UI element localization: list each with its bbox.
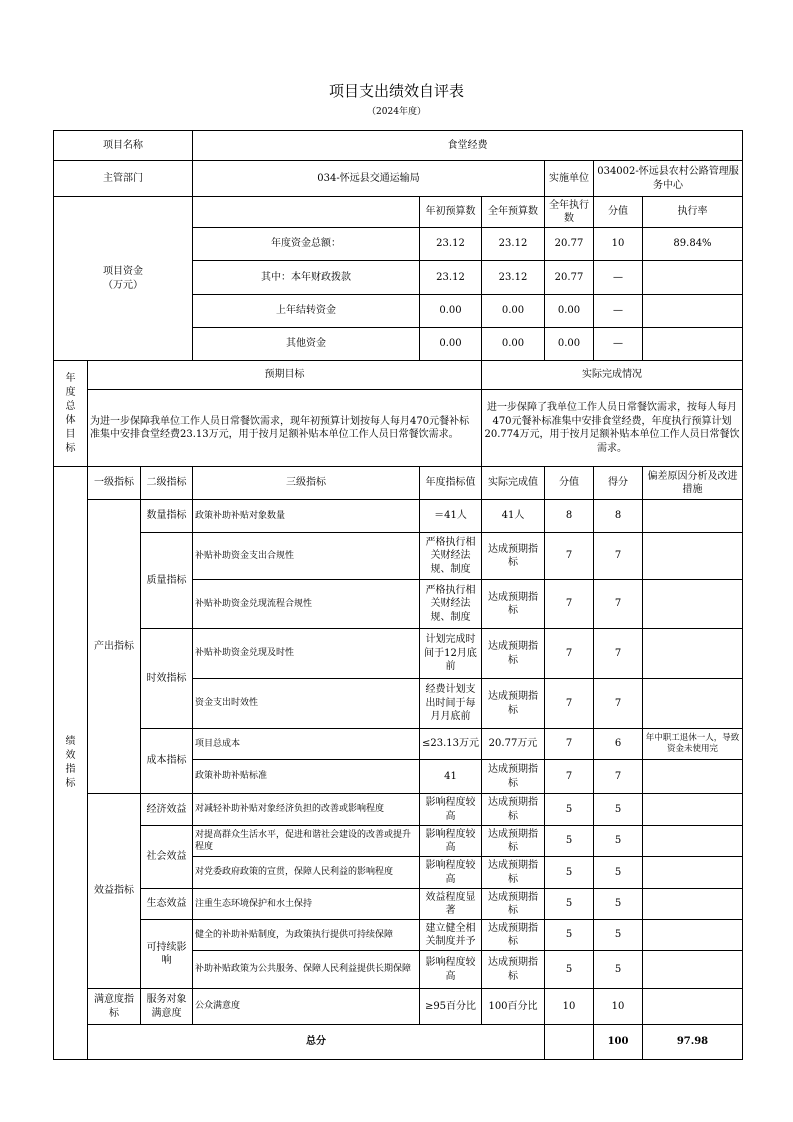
indicator-name: 政策补助补贴对象数量 bbox=[193, 500, 420, 533]
funds-row-label: 其中：本年财政拨款 bbox=[193, 261, 420, 295]
indicator-score: 7 bbox=[545, 533, 594, 580]
actual-completion-label: 实际完成情况 bbox=[482, 361, 743, 390]
indicator-name: 对减轻补助补贴对象经济负担的改善或影响程度 bbox=[193, 794, 420, 826]
funds-cell: 0.00 bbox=[482, 328, 545, 361]
indicator-actual: 达成预期指标 bbox=[482, 629, 545, 679]
indicator-actual: 达成预期指标 bbox=[482, 679, 545, 729]
indicator-got: 10 bbox=[594, 989, 643, 1025]
funds-row-label: 上年结转资金 bbox=[193, 295, 420, 328]
funds-cell: 20.77 bbox=[545, 228, 594, 261]
indicator-name: 注重生态环境保护和水土保持 bbox=[193, 889, 420, 920]
indicator-score: 10 bbox=[545, 989, 594, 1025]
indicator-actual: 达成预期指标 bbox=[482, 826, 545, 857]
indicator-got: 5 bbox=[594, 826, 643, 857]
indicator-name: 补贴补助资金支出合规性 bbox=[193, 533, 420, 580]
funds-cell: 0.00 bbox=[420, 295, 482, 328]
l2-quality: 质量指标 bbox=[141, 533, 193, 629]
funds-cell: 10 bbox=[594, 228, 643, 261]
indicator-got: 5 bbox=[594, 951, 643, 989]
indicator-actual: 41人 bbox=[482, 500, 545, 533]
indicator-name: 补贴补助资金兑现流程合规性 bbox=[193, 580, 420, 629]
indicator-actual: 达成预期指标 bbox=[482, 794, 545, 826]
funds-row-label: 其他资金 bbox=[193, 328, 420, 361]
dept-label: 主管部门 bbox=[54, 161, 193, 197]
indicator-got: 7 bbox=[594, 679, 643, 729]
indicator-note: 年中职工退休一人，导致资金未使用完 bbox=[643, 729, 743, 760]
funds-label: 项目资金 （万元） bbox=[54, 197, 193, 361]
funds-cell: 23.12 bbox=[482, 228, 545, 261]
indicator-got: 7 bbox=[594, 580, 643, 629]
indicator-actual: 达成预期指标 bbox=[482, 760, 545, 794]
project-name-value: 食堂经费 bbox=[193, 131, 743, 161]
expected-goal-text: 为进一步保障我单位工作人员日常餐饮需求，现年初预算计划按每人每月470元餐补标准集中安排食堂经费23.13万元，用于按月足额补贴本单位工作人员日常餐饮需求。 bbox=[88, 390, 482, 467]
indicator-target: 经费计划支出时间于每月月底前 bbox=[420, 679, 482, 729]
page-title: 项目支出绩效自评表 bbox=[328, 82, 464, 100]
l2-quantity: 数量指标 bbox=[141, 500, 193, 533]
impl-value: 034002-怀远县农村公路管理服务中心 bbox=[594, 161, 743, 197]
indicator-got: 5 bbox=[594, 889, 643, 920]
indicator-name: 公众满意度 bbox=[193, 989, 420, 1025]
perf-header: 年度指标值 bbox=[420, 467, 482, 500]
l2-service-satisfaction: 服务对象满意度 bbox=[141, 989, 193, 1025]
indicator-score: 5 bbox=[545, 920, 594, 951]
impl-label: 实施单位 bbox=[545, 161, 594, 197]
indicator-actual: 达成预期指标 bbox=[482, 533, 545, 580]
indicator-target: 影响程度较高 bbox=[420, 857, 482, 889]
indicator-got: 5 bbox=[594, 794, 643, 826]
indicator-got: 6 bbox=[594, 729, 643, 760]
funds-cell: 0.00 bbox=[420, 328, 482, 361]
indicator-name: 补贴补助资金兑现及时性 bbox=[193, 629, 420, 679]
funds-cell: 23.12 bbox=[482, 261, 545, 295]
l2-timeliness: 时效指标 bbox=[141, 629, 193, 729]
indicator-target: 严格执行相关财经法规、制度 bbox=[420, 533, 482, 580]
actual-completion-text: 进一步保障了我单位工作人员日常餐饮需求，按每人每月470元餐补标准集中安排食堂经费，年度执行预算计划20.774万元，用于按月足额补贴本单位工作人员日常餐饮需求。 bbox=[482, 390, 743, 467]
funds-cell: 20.77 bbox=[545, 261, 594, 295]
funds-header: 执行率 bbox=[643, 197, 743, 228]
perf-header: 分值 bbox=[545, 467, 594, 500]
funds-cell: 0.00 bbox=[545, 295, 594, 328]
l2-ecological: 生态效益 bbox=[141, 889, 193, 920]
self-evaluation-table bbox=[53, 130, 743, 1060]
funds-cell: — bbox=[594, 261, 643, 295]
funds-header: 全年执行数 bbox=[545, 197, 594, 228]
funds-cell: — bbox=[594, 295, 643, 328]
indicator-target: ≥95百分比 bbox=[420, 989, 482, 1025]
indicator-target: 影响程度较高 bbox=[420, 951, 482, 989]
indicator-score: 5 bbox=[545, 889, 594, 920]
indicator-note bbox=[643, 951, 743, 989]
indicator-actual: 20.77万元 bbox=[482, 729, 545, 760]
l1-satisfaction: 满意度指标 bbox=[88, 989, 141, 1025]
indicator-target: 严格执行相关财经法规、制度 bbox=[420, 580, 482, 629]
funds-cell: — bbox=[594, 328, 643, 361]
funds-cell: 0.00 bbox=[482, 295, 545, 328]
indicator-note bbox=[643, 533, 743, 580]
indicator-note bbox=[643, 500, 743, 533]
total-got: 97.98 bbox=[643, 1025, 743, 1060]
l2-sustainable: 可持续影响 bbox=[141, 920, 193, 989]
indicator-target: 41 bbox=[420, 760, 482, 794]
total-score: 100 bbox=[594, 1025, 643, 1060]
indicator-note bbox=[643, 889, 743, 920]
funds-header-blank bbox=[193, 197, 420, 228]
indicator-target: 影响程度较高 bbox=[420, 794, 482, 826]
indicator-note bbox=[643, 580, 743, 629]
indicator-name: 对提高群众生活水平，促进和谐社会建设的改善或提升程度 bbox=[193, 826, 420, 857]
indicator-note bbox=[643, 920, 743, 951]
perf-header: 得分 bbox=[594, 467, 643, 500]
funds-header: 分值 bbox=[594, 197, 643, 228]
total-blank bbox=[545, 1025, 594, 1060]
indicator-got: 5 bbox=[594, 857, 643, 889]
perf-header: 一级指标 bbox=[88, 467, 141, 500]
indicator-actual: 达成预期指标 bbox=[482, 889, 545, 920]
project-name-label: 项目名称 bbox=[54, 131, 193, 161]
indicator-note bbox=[643, 760, 743, 794]
indicator-name: 项目总成本 bbox=[193, 729, 420, 760]
dept-value: 034-怀远县交通运输局 bbox=[193, 161, 545, 197]
indicator-got: 7 bbox=[594, 629, 643, 679]
indicator-score: 7 bbox=[545, 580, 594, 629]
indicator-target: ≤23.13万元 bbox=[420, 729, 482, 760]
indicator-target: 计划完成时间于12月底前 bbox=[420, 629, 482, 679]
indicator-actual: 达成预期指标 bbox=[482, 920, 545, 951]
funds-row-label: 年度资金总额： bbox=[193, 228, 420, 261]
perf-header: 三级指标 bbox=[193, 467, 420, 500]
indicator-note bbox=[643, 826, 743, 857]
perf-header: 二级指标 bbox=[141, 467, 193, 500]
funds-cell bbox=[643, 261, 743, 295]
indicator-note bbox=[643, 989, 743, 1025]
goal-label: 年度总体目标 bbox=[54, 361, 88, 467]
l1-benefit: 效益指标 bbox=[88, 794, 141, 989]
indicator-note bbox=[643, 629, 743, 679]
perf-header: 实际完成值 bbox=[482, 467, 545, 500]
indicator-name: 对党委政府政策的宣贯，保障人民利益的影响程度 bbox=[193, 857, 420, 889]
indicator-score: 8 bbox=[545, 500, 594, 533]
indicator-note bbox=[643, 794, 743, 826]
indicator-actual: 100百分比 bbox=[482, 989, 545, 1025]
funds-cell: 23.12 bbox=[420, 261, 482, 295]
expected-goal-label: 预期目标 bbox=[88, 361, 482, 390]
indicator-score: 7 bbox=[545, 679, 594, 729]
indicator-score: 7 bbox=[545, 760, 594, 794]
indicator-actual: 达成预期指标 bbox=[482, 857, 545, 889]
funds-cell bbox=[643, 328, 743, 361]
indicator-name: 资金支出时效性 bbox=[193, 679, 420, 729]
funds-header: 全年预算数 bbox=[482, 197, 545, 228]
indicator-score: 5 bbox=[545, 951, 594, 989]
indicator-got: 7 bbox=[594, 760, 643, 794]
indicator-got: 8 bbox=[594, 500, 643, 533]
funds-cell: 23.12 bbox=[420, 228, 482, 261]
indicator-target: 建立健全相关制度并予 bbox=[420, 920, 482, 951]
indicator-actual: 达成预期指标 bbox=[482, 951, 545, 989]
indicator-target: 效益程度显著 bbox=[420, 889, 482, 920]
l2-economic: 经济效益 bbox=[141, 794, 193, 826]
total-label: 总分 bbox=[88, 1025, 545, 1060]
indicator-note bbox=[643, 679, 743, 729]
l2-social: 社会效益 bbox=[141, 826, 193, 889]
indicator-name: 补助补贴政策为公共服务、保障人民利益提供长期保障 bbox=[193, 951, 420, 989]
l2-cost: 成本指标 bbox=[141, 729, 193, 794]
indicator-target: 影响程度较高 bbox=[420, 826, 482, 857]
indicator-score: 7 bbox=[545, 629, 594, 679]
perf-label: 绩效指标 bbox=[54, 467, 88, 1060]
indicator-score: 7 bbox=[545, 729, 594, 760]
page-subtitle: （2024年度） bbox=[367, 107, 426, 117]
indicator-note bbox=[643, 857, 743, 889]
indicator-got: 5 bbox=[594, 920, 643, 951]
indicator-target: ＝41人 bbox=[420, 500, 482, 533]
funds-cell: 0.00 bbox=[545, 328, 594, 361]
indicator-score: 5 bbox=[545, 826, 594, 857]
funds-cell: 89.84% bbox=[643, 228, 743, 261]
funds-cell bbox=[643, 295, 743, 328]
indicator-actual: 达成预期指标 bbox=[482, 580, 545, 629]
indicator-score: 5 bbox=[545, 794, 594, 826]
indicator-got: 7 bbox=[594, 533, 643, 580]
indicator-name: 政策补助补贴标准 bbox=[193, 760, 420, 794]
l1-output: 产出指标 bbox=[88, 500, 141, 794]
funds-header: 年初预算数 bbox=[420, 197, 482, 228]
perf-header: 偏差原因分析及改进措施 bbox=[643, 467, 743, 500]
indicator-score: 5 bbox=[545, 857, 594, 889]
indicator-name: 健全的补助补贴制度，为政策执行提供可持续保障 bbox=[193, 920, 420, 951]
